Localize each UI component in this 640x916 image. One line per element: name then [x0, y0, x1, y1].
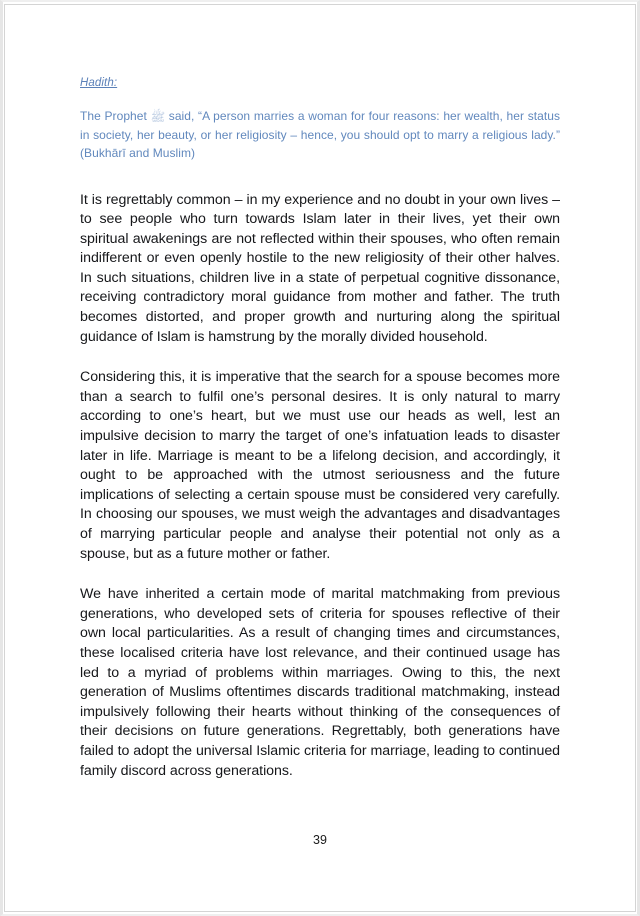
page-number: 39: [313, 833, 327, 847]
hadith-quote-after: said, “A person marries a woman for four reasons: her wealth, her status in society, her beauty, or her religiosity – hence, you should opt to marry a religious lady.” (Bukhārī and Muslim): [80, 109, 561, 160]
hadith-quote-before: The Prophet: [80, 109, 147, 123]
body-paragraph-1: It is regrettably common – in my experience and no doubt in your own lives – to see people who turn towards Islam later in their lives, yet their own spiritual awakenings are not reflected within their spouses, who often remain indifferent or even openly hostile to the new religiosity of their other halves. In such situations, children live in a state of perpetual cognitive dissonance, receiving contradictory moral guidance from mother and father. The truth becomes distorted, and proper growth and nurturing along the spiritual guidance of Islam is hamstrung by the morally divided household.: [80, 191, 560, 345]
sallallahu-alayhi-wasallam-icon: ﷺ: [150, 110, 166, 124]
body-paragraph-2: Considering this, it is imperative that the search for a spouse becomes more than a search to fulfil one’s personal desires. It is only natural to marry according to one’s heart, but we must use our heads as well, lest an impulsive decision to marry the target of one’s infatuation leads to disaster later in life. Marriage is meant to be a lifelong decision, and accordingly, it ought to be approached with the utmost seriousness and the future implications of selecting a certain spouse must be considered very carefully. In choosing our spouses, we must weigh the advantages and disadvantages of marrying particular people and analyse their potential not only as a spouse, but as a future mother or father.: [80, 369, 560, 562]
body-paragraph-3: We have inherited a certain mode of marital matchmaking from previous generations, who developed sets of criteria for spouses reflective of their own local particularities. As a result of changing times and circumstances, these localised criteria have lost relevance, and their continued usage has led to a myriad of problems within marriages. Owing to this, the next generation of Muslims oftentimes discards traditional matchmaking, instead impulsively following their hearts without thinking of the consequences of their decisions on future generations. Regrettably, both generations have failed to adopt the universal Islamic criteria for marriage, leading to continued family discord across generations.: [80, 586, 560, 779]
hadith-quote: [80, 107, 560, 163]
hadith-heading: Hadith:: [80, 77, 118, 89]
page-content-column: [80, 75, 560, 781]
